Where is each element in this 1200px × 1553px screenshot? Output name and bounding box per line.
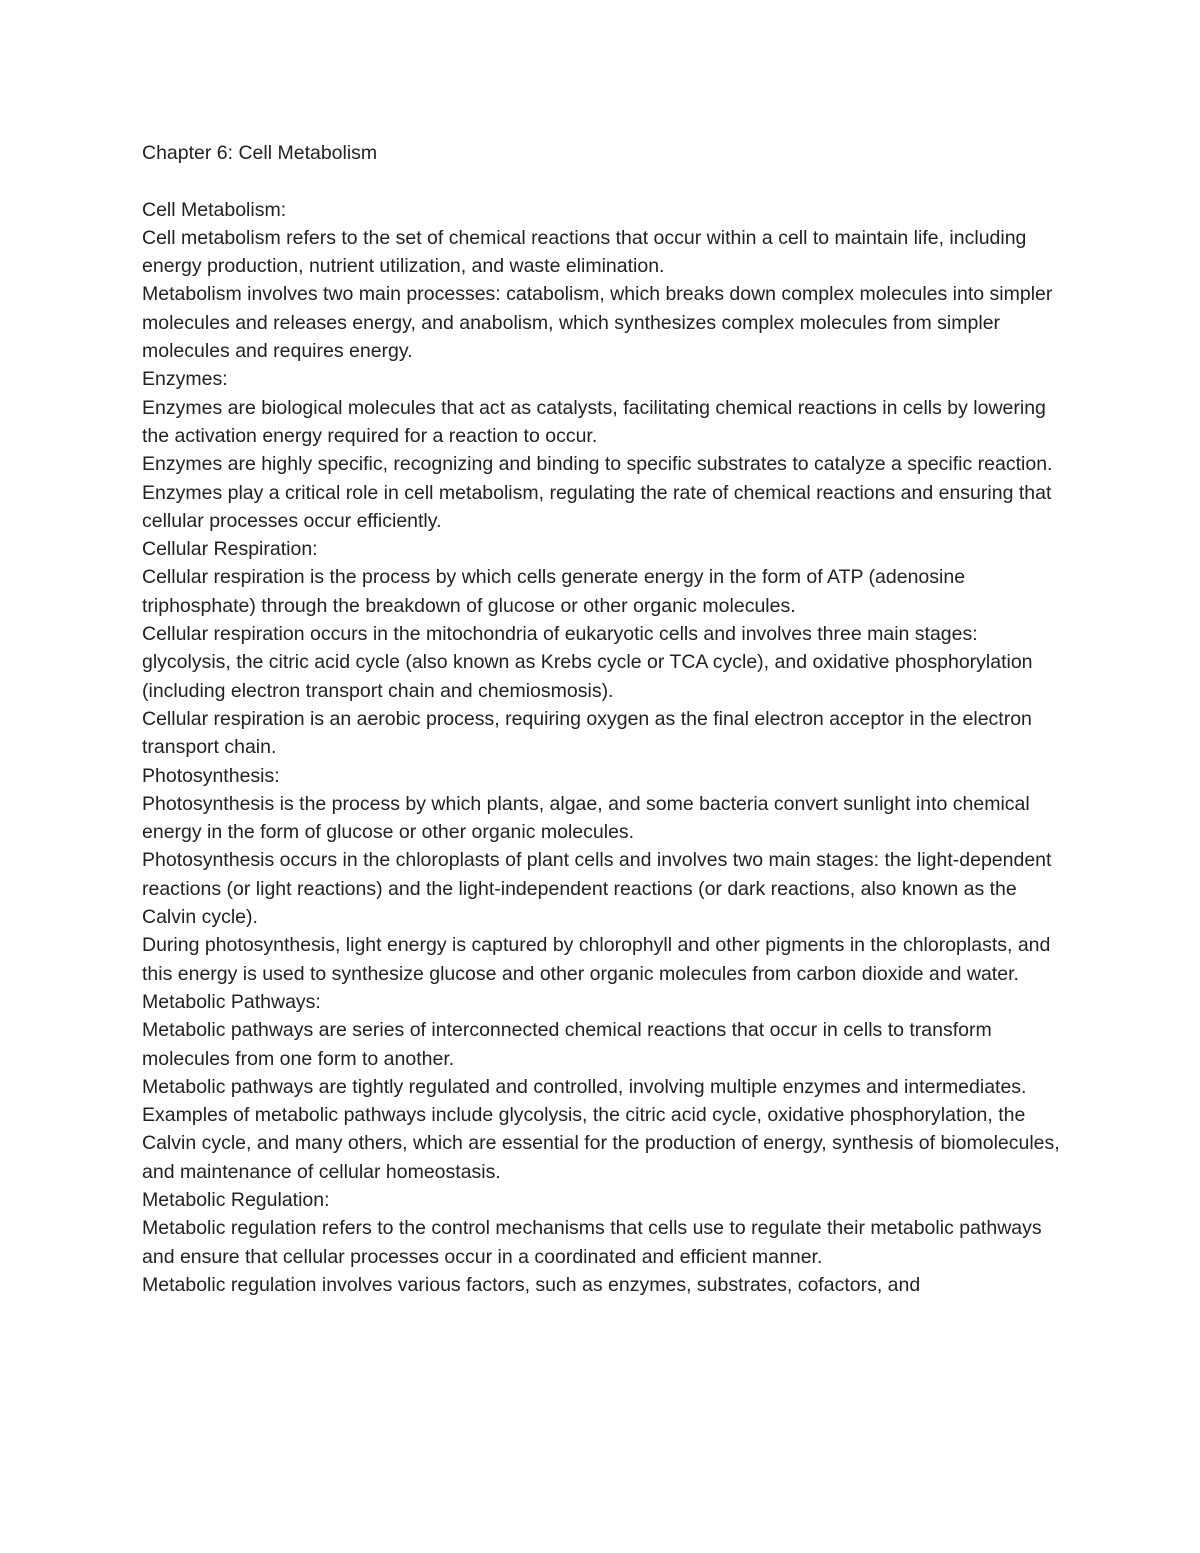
paragraph: Cellular respiration is an aerobic process, requiring oxygen as the final electron acceptor in the electron transport chain. xyxy=(142,707,1032,759)
paragraph: Metabolic pathways are tightly regulated and controlled, involving multiple enzymes and intermediates. xyxy=(142,1075,1027,1098)
paragraph: Cellular respiration occurs in the mitochondria of eukaryotic cells and involves three main stages: glycolysis, the citric acid cycle (also known as Krebs cycle or TCA cycle), and oxidative phosphorylation (including electron transport chain and chemiosmosis). xyxy=(142,623,1033,702)
paragraph: Cell metabolism refers to the set of chemical reactions that occur within a cell to maintain life, including energy production, nutrient utilization, and waste elimination. xyxy=(142,226,1027,278)
section-heading-enzymes: Enzymes: xyxy=(142,368,228,391)
section-heading-cell-metabolism: Cell Metabolism: xyxy=(142,198,287,221)
paragraph: During photosynthesis, light energy is captured by chlorophyll and other pigments in the chloroplasts, and this energy is used to synthesize glucose and other organic molecules from carbon dioxide and water. xyxy=(142,934,1051,985)
document-body xyxy=(142,139,1067,1299)
paragraph: Photosynthesis is the process by which plants, algae, and some bacteria convert sunlight into chemical energy in the form of glucose or other organic molecules. xyxy=(142,792,1030,844)
paragraph: Metabolic regulation refers to the control mechanisms that cells use to regulate their metabolic pathways and ensure that cellular processes occur in a coordinated and efficient manner. xyxy=(142,1217,1042,1268)
paragraph: Enzymes play a critical role in cell metabolism, regulating the rate of chemical reactions and ensuring that cellular processes occur efficiently. xyxy=(142,481,1052,532)
document-title: Chapter 6: Cell Metabolism xyxy=(142,142,378,164)
section-heading-metabolic-regulation: Metabolic Regulation: xyxy=(142,1188,330,1211)
paragraph: Metabolic pathways are series of interconnected chemical reactions that occur in cells to transform molecules from one form to another. xyxy=(142,1019,992,1070)
paragraph: Cellular respiration is the process by which cells generate energy in the form of ATP (adenosine triphosphate) through the breakdown of glucose or other organic molecules. xyxy=(142,566,966,617)
paragraph: Examples of metabolic pathways include glycolysis, the citric acid cycle, oxidative phosphorylation, the Calvin cycle, and many others, which are essential for the production of energy, synthesis of biomolecules, and maintenance of cellular homeostasis. xyxy=(142,1104,1060,1183)
section-heading-cellular-respiration: Cellular Respiration: xyxy=(142,538,318,561)
paragraph: Photosynthesis occurs in the chloroplasts of plant cells and involves two main stages: the light-dependent reactions (or light reactions) and the light-independent reactions (or dark reactions, also known as the Calvin cycle). xyxy=(142,849,1052,929)
paragraph: Enzymes are highly specific, recognizing and binding to specific substrates to catalyze a specific reaction. xyxy=(142,453,1053,476)
section-heading-metabolic-pathways: Metabolic Pathways: xyxy=(142,990,321,1013)
paragraph: Metabolic regulation involves various factors, such as enzymes, substrates, cofactors, and xyxy=(142,1273,921,1296)
paragraph: Enzymes are biological molecules that act as catalysts, facilitating chemical reactions in cells by lowering the activation energy required for a reaction to occur. xyxy=(142,396,1046,447)
section-heading-photosynthesis: Photosynthesis: xyxy=(142,764,280,787)
paragraph: Metabolism involves two main processes: catabolism, which breaks down complex molecules into simpler molecules and releases energy, and anabolism, which synthesizes complex molecules from simpler molecules and requires energy. xyxy=(142,283,1053,363)
